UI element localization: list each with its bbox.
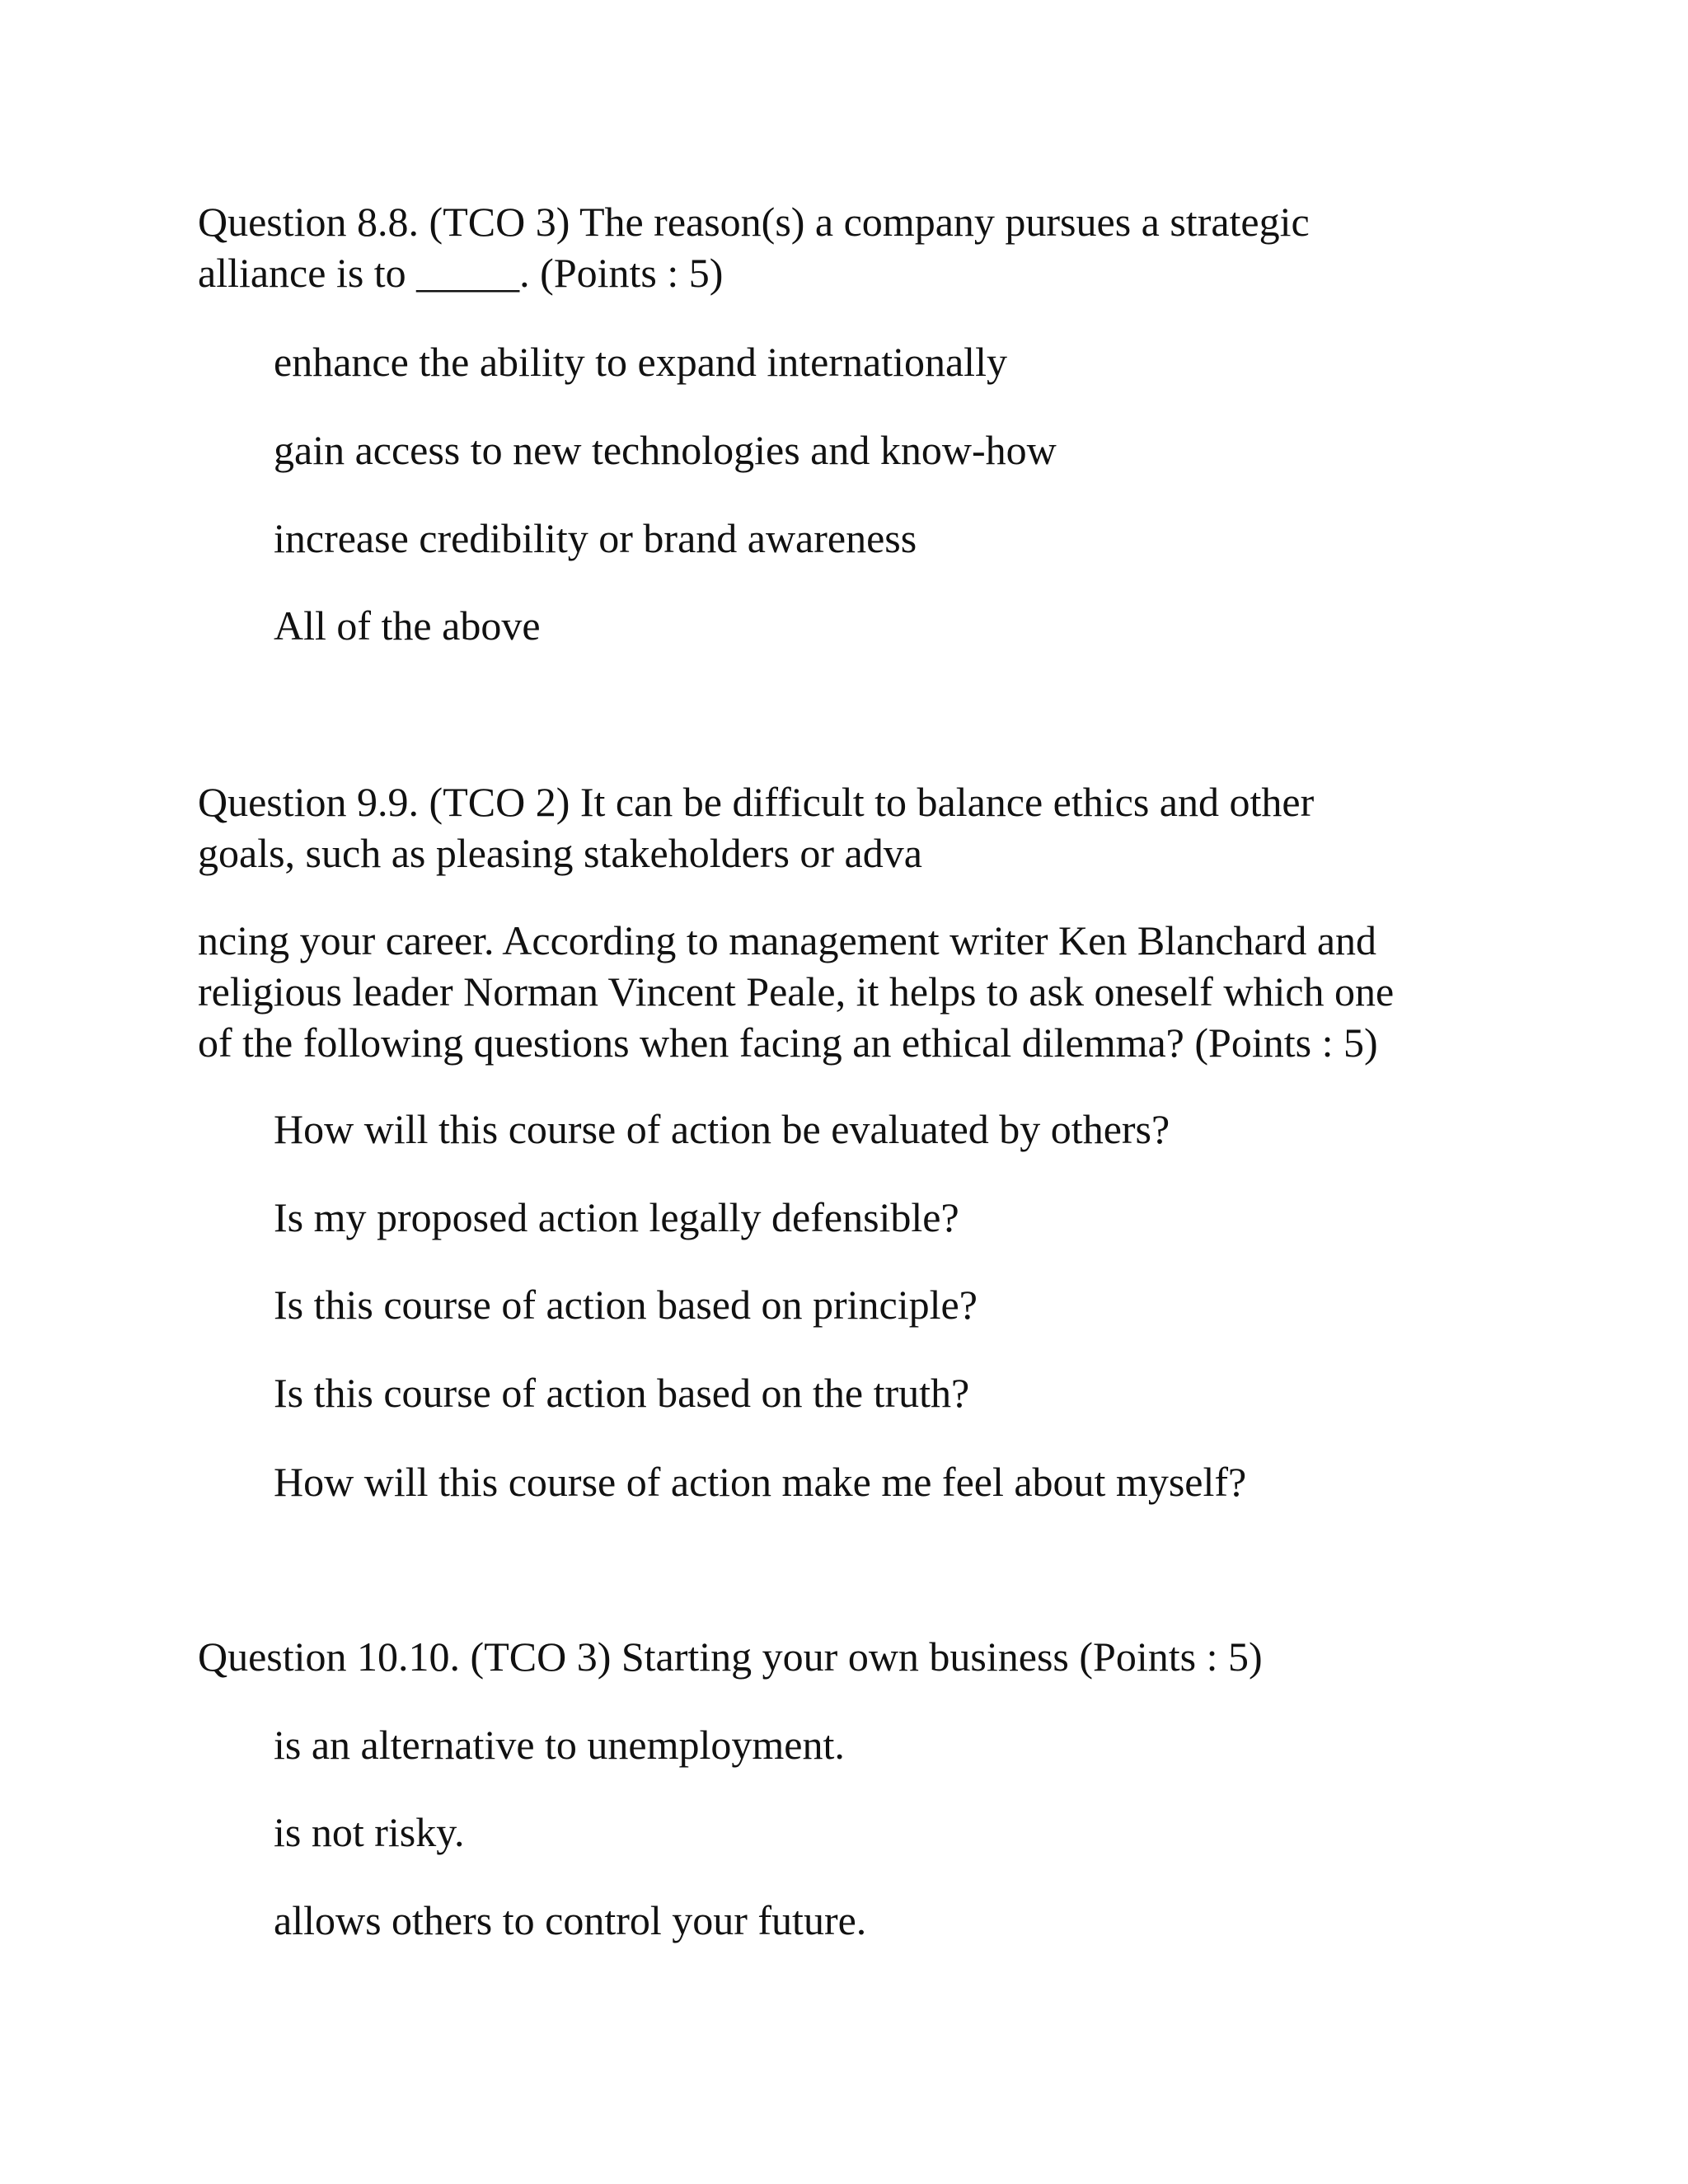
question-9-prompt (198, 776, 1484, 879)
question-text-line: Question 10.10. (TCO 3) Starting your own business (Points : 5) (198, 1633, 1263, 1680)
question-text-line: ncing your career. According to management writer Ken Blanchard and (198, 917, 1377, 963)
question-text-line: Question 8.8. (TCO 3) The reason(s) a company pursues a strategic (198, 199, 1310, 245)
answer-option[interactable]: How will this course of action make me feel about myself? (274, 1459, 1247, 1505)
answer-option[interactable]: enhance the ability to expand internationally (274, 339, 1007, 385)
question-text-line: Question 9.9. (TCO 2) It can be difficult to balance ethics and other (198, 779, 1315, 825)
answer-option[interactable]: is not risky. (274, 1809, 465, 1855)
answer-option[interactable]: Is this course of action based on principle? (274, 1282, 978, 1328)
answer-option[interactable]: gain access to new technologies and know-how (274, 427, 1057, 473)
question-10-prompt (198, 1631, 1484, 1682)
question-text-line: alliance is to _____. (Points : 5) (198, 250, 724, 296)
answer-option[interactable]: All of the above (274, 602, 541, 649)
question-8-prompt (198, 196, 1484, 298)
answer-option[interactable]: Is my proposed action legally defensible? (274, 1194, 959, 1240)
answer-option[interactable]: Is this course of action based on the truth? (274, 1370, 970, 1416)
answer-option[interactable]: allows others to control your future. (274, 1897, 867, 1943)
answer-option[interactable]: How will this course of action be evaluated by others? (274, 1106, 1170, 1152)
question-text-line: of the following questions when facing an ethical dilemma? (Points : 5) (198, 1019, 1378, 1066)
question-text-line: religious leader Norman Vincent Peale, it helps to ask oneself which one (198, 968, 1395, 1015)
answer-option[interactable]: increase credibility or brand awareness (274, 515, 917, 561)
question-9-continuation (198, 915, 1484, 1068)
question-text-line: goals, such as pleasing stakeholders or adva (198, 830, 922, 876)
answer-option[interactable]: is an alternative to unemployment. (274, 1722, 845, 1768)
